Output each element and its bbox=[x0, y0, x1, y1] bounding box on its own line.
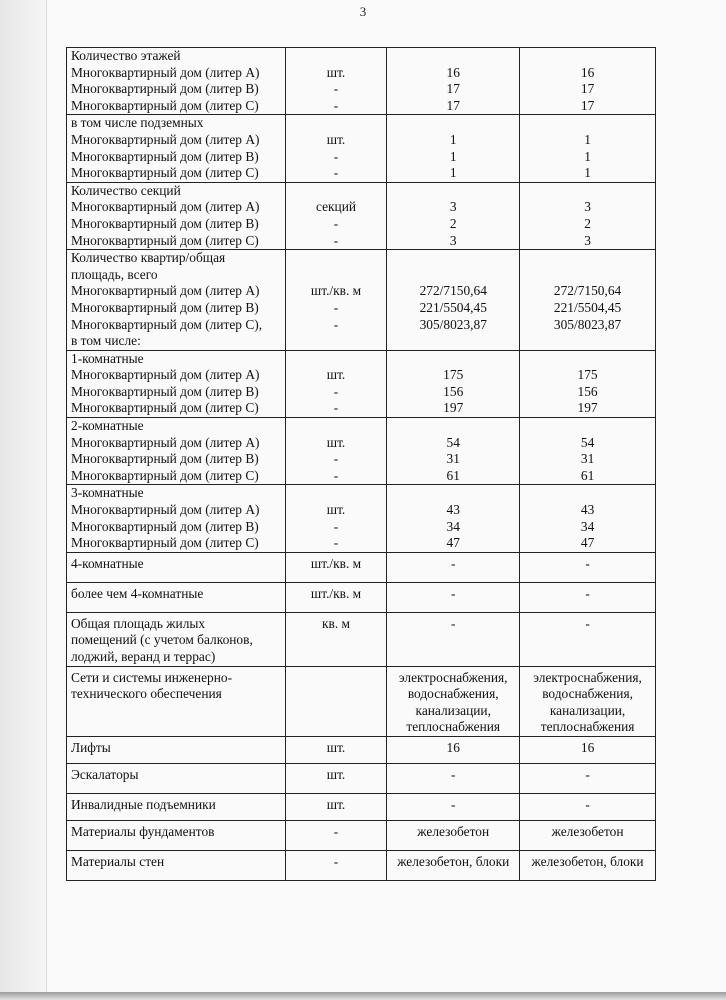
table-row bbox=[67, 612, 656, 666]
cell-line: железобетон, блоки bbox=[397, 853, 510, 869]
cell-line: Инвалидные подъемники bbox=[71, 796, 216, 812]
cell-line: 16 bbox=[580, 739, 595, 755]
cell-line: - bbox=[333, 853, 339, 869]
table-row bbox=[67, 48, 656, 115]
cell-line bbox=[290, 333, 383, 350]
scan-left-edge bbox=[0, 0, 47, 1000]
cell-line: 34 bbox=[580, 518, 595, 534]
cell-line: 175 bbox=[443, 367, 464, 383]
cell-line: - bbox=[333, 299, 339, 315]
project-value-cell bbox=[387, 350, 520, 417]
cell-line: секций bbox=[316, 199, 357, 215]
cell-line: шт. bbox=[326, 64, 346, 80]
table-row bbox=[67, 793, 656, 820]
cell-line bbox=[524, 183, 651, 200]
cell-line: 197 bbox=[577, 400, 598, 416]
cell-line: Многоквартирный дом (литер В) bbox=[71, 383, 259, 399]
scan-bottom-edge bbox=[0, 992, 726, 1000]
cell-line: 1-комнатные bbox=[71, 350, 144, 366]
cell-line: водоснабжения, bbox=[542, 686, 633, 702]
cell-line: 16 bbox=[446, 739, 460, 755]
cell-line bbox=[290, 250, 383, 267]
cell-line: шт. bbox=[326, 131, 346, 147]
project-value-cell bbox=[387, 850, 520, 880]
cell-line: - bbox=[585, 766, 590, 782]
table-row bbox=[67, 736, 656, 763]
table-row bbox=[67, 485, 656, 552]
cell-line bbox=[290, 418, 383, 435]
cell-line: Многоквартирный дом (литер С), bbox=[71, 316, 263, 332]
cell-line: Многоквартирный дом (литер С) bbox=[71, 467, 259, 483]
parameter-cell bbox=[67, 350, 286, 417]
cell-line bbox=[524, 115, 651, 132]
cell-line: канализации, bbox=[415, 702, 491, 718]
cell-line: - bbox=[585, 615, 590, 631]
unit-cell bbox=[285, 182, 387, 249]
cell-line: более чем 4-комнатные bbox=[71, 585, 204, 601]
cell-line: - bbox=[450, 615, 456, 631]
cell-line: - bbox=[333, 165, 339, 181]
cell-line: - bbox=[333, 518, 339, 534]
unit-cell bbox=[285, 250, 387, 351]
table-row bbox=[67, 582, 656, 612]
cell-line: 34 bbox=[446, 518, 460, 534]
table-row bbox=[67, 850, 656, 880]
cell-line: в том числе подземных bbox=[71, 115, 204, 131]
unit-cell bbox=[285, 612, 387, 666]
unit-cell bbox=[285, 418, 387, 485]
unit-cell bbox=[285, 582, 387, 612]
cell-line: - bbox=[333, 400, 339, 416]
project-value-cell bbox=[387, 182, 520, 249]
cell-line: водоснабжения, bbox=[407, 686, 499, 702]
parameter-cell bbox=[67, 612, 286, 666]
cell-line: Лифты bbox=[71, 739, 111, 755]
cell-line: 31 bbox=[446, 451, 460, 467]
cell-line: 16 bbox=[446, 64, 460, 80]
unit-cell bbox=[285, 48, 387, 115]
parameter-cell bbox=[67, 850, 286, 880]
cell-line: Многоквартирный дом (литер В) bbox=[71, 299, 259, 315]
cell-line: 47 bbox=[580, 535, 595, 551]
table-row bbox=[67, 182, 656, 249]
parameter-cell bbox=[67, 485, 286, 552]
actual-value-cell bbox=[520, 820, 656, 850]
actual-value-cell bbox=[520, 485, 656, 552]
cell-line bbox=[391, 183, 515, 200]
parameter-cell bbox=[67, 763, 286, 793]
project-value-cell bbox=[387, 793, 520, 820]
actual-value-cell bbox=[520, 418, 656, 485]
unit-cell bbox=[285, 763, 387, 793]
unit-cell bbox=[285, 115, 387, 182]
cell-line bbox=[290, 670, 383, 687]
cell-line: 54 bbox=[446, 434, 460, 450]
cell-line: площадь, всего bbox=[71, 266, 158, 282]
cell-line: шт. bbox=[326, 434, 346, 450]
cell-line: 197 bbox=[443, 400, 464, 416]
cell-line bbox=[391, 115, 515, 132]
cell-line: - bbox=[585, 796, 590, 812]
cell-line: Многоквартирный дом (литер С) bbox=[71, 535, 259, 551]
cell-line bbox=[524, 351, 651, 368]
cell-line: 272/7150,64 bbox=[553, 283, 622, 299]
cell-line: канализации, bbox=[549, 702, 626, 718]
actual-value-cell bbox=[520, 582, 656, 612]
cell-line bbox=[391, 267, 515, 284]
cell-line: 16 bbox=[580, 64, 595, 80]
cell-line: шт. bbox=[326, 367, 346, 383]
project-value-cell bbox=[387, 736, 520, 763]
project-value-cell bbox=[387, 582, 520, 612]
cell-line: 156 bbox=[443, 383, 464, 399]
cell-line: 1 bbox=[584, 165, 591, 181]
cell-line: 17 bbox=[446, 97, 460, 113]
cell-line bbox=[290, 115, 383, 132]
project-value-cell bbox=[387, 250, 520, 351]
cell-line: 221/5504,45 bbox=[553, 299, 622, 315]
parameter-cell bbox=[67, 115, 286, 182]
actual-value-cell bbox=[520, 250, 656, 351]
cell-line bbox=[391, 333, 515, 350]
cell-line: 305/8023,87 bbox=[553, 316, 622, 332]
cell-line: - bbox=[585, 585, 590, 601]
table-body bbox=[67, 48, 656, 881]
cell-line: Многоквартирный дом (литер В) bbox=[71, 148, 259, 164]
cell-line: 3 bbox=[449, 199, 457, 215]
parameter-cell bbox=[67, 48, 286, 115]
cell-line: - bbox=[450, 796, 456, 812]
cell-line: Многоквартирный дом (литер В) bbox=[71, 215, 259, 231]
cell-line: Многоквартирный дом (литер С) bbox=[71, 400, 259, 416]
cell-line: шт./кв. м bbox=[310, 555, 362, 571]
cell-line: электроснабжения, bbox=[533, 669, 642, 685]
actual-value-cell bbox=[520, 666, 656, 736]
parameter-cell bbox=[67, 793, 286, 820]
parameter-cell bbox=[67, 582, 286, 612]
cell-line: - bbox=[333, 316, 339, 332]
project-value-cell bbox=[387, 418, 520, 485]
cell-line bbox=[290, 267, 383, 284]
cell-line: 1 bbox=[584, 148, 591, 164]
table-row bbox=[67, 250, 656, 351]
cell-line: 61 bbox=[446, 467, 460, 483]
cell-line: шт. bbox=[326, 502, 346, 518]
cell-line: Многоквартирный дом (литер А) bbox=[71, 199, 260, 215]
unit-cell bbox=[285, 350, 387, 417]
cell-line: Материалы стен bbox=[71, 853, 165, 869]
cell-line: 17 bbox=[580, 97, 595, 113]
unit-cell bbox=[285, 552, 387, 582]
project-value-cell bbox=[387, 115, 520, 182]
cell-line bbox=[391, 48, 515, 65]
cell-line: 61 bbox=[580, 467, 595, 483]
unit-cell bbox=[285, 485, 387, 552]
cell-line: 43 bbox=[580, 502, 595, 518]
cell-line: - bbox=[333, 383, 339, 399]
cell-line: - bbox=[333, 535, 339, 551]
parameter-cell bbox=[67, 736, 286, 763]
cell-line: Количество этажей bbox=[71, 48, 181, 63]
cell-line: Многоквартирный дом (литер А) bbox=[71, 434, 260, 450]
unit-cell bbox=[285, 850, 387, 880]
cell-line: 3-комнатные bbox=[71, 485, 144, 501]
unit-cell bbox=[285, 666, 387, 736]
cell-line: Количество квартир/общая bbox=[71, 250, 226, 266]
cell-line: Многоквартирный дом (литер А) bbox=[71, 283, 260, 299]
cell-line bbox=[524, 418, 651, 435]
cell-line: 305/8023,87 bbox=[419, 316, 487, 332]
page-number: 3 bbox=[359, 4, 367, 19]
actual-value-cell bbox=[520, 850, 656, 880]
actual-value-cell bbox=[520, 48, 656, 115]
cell-line bbox=[391, 351, 515, 368]
parameter-cell bbox=[67, 666, 286, 736]
cell-line: - bbox=[450, 585, 456, 601]
table-row bbox=[67, 418, 656, 485]
table-row bbox=[67, 115, 656, 182]
project-value-cell bbox=[387, 763, 520, 793]
cell-line: 54 bbox=[580, 434, 595, 450]
cell-line: шт./кв. м bbox=[310, 283, 362, 299]
cell-line: 1 bbox=[449, 131, 457, 147]
cell-line: железобетон bbox=[551, 823, 624, 839]
project-value-cell bbox=[387, 552, 520, 582]
actual-value-cell bbox=[520, 115, 656, 182]
cell-line: 3 bbox=[584, 232, 591, 248]
cell-line: - bbox=[333, 823, 339, 839]
table-row bbox=[67, 552, 656, 582]
project-value-cell bbox=[387, 485, 520, 552]
cell-line: теплоснабжения bbox=[406, 719, 501, 735]
cell-line: 272/7150,64 bbox=[419, 283, 487, 299]
cell-line: - bbox=[333, 215, 339, 231]
cell-line: Многоквартирный дом (литер В) bbox=[71, 518, 259, 534]
cell-line bbox=[290, 183, 383, 200]
cell-line: электроснабжения, bbox=[398, 669, 508, 685]
parameter-cell bbox=[67, 820, 286, 850]
cell-line: 3 bbox=[449, 232, 457, 248]
cell-line: - bbox=[333, 451, 339, 467]
cell-line: 17 bbox=[580, 81, 595, 97]
cell-line: 2 bbox=[584, 215, 591, 231]
table-row bbox=[67, 666, 656, 736]
cell-line bbox=[524, 48, 651, 65]
cell-line: - bbox=[333, 97, 339, 113]
cell-line: 2-комнатные bbox=[71, 418, 144, 434]
cell-line: 47 bbox=[446, 535, 460, 551]
cell-line: - bbox=[450, 555, 456, 571]
cell-line: Количество секций bbox=[71, 182, 181, 198]
project-value-cell bbox=[387, 666, 520, 736]
cell-line bbox=[524, 267, 651, 284]
cell-line: - bbox=[585, 555, 590, 571]
cell-line: шт./кв. м bbox=[310, 585, 362, 601]
cell-line: шт. bbox=[326, 766, 346, 782]
cell-line: Многоквартирный дом (литер А) bbox=[71, 131, 260, 147]
cell-line bbox=[290, 351, 383, 368]
parameter-cell bbox=[67, 250, 286, 351]
parameter-cell bbox=[67, 418, 286, 485]
cell-line bbox=[524, 333, 651, 350]
cell-line bbox=[524, 485, 651, 502]
cell-line: - bbox=[333, 81, 339, 97]
cell-line: Эскалаторы bbox=[71, 766, 139, 782]
project-value-cell bbox=[387, 48, 520, 115]
cell-line bbox=[290, 48, 383, 65]
cell-line: 221/5504,45 bbox=[419, 299, 487, 315]
cell-line bbox=[524, 250, 651, 267]
project-value-cell bbox=[387, 612, 520, 666]
unit-cell bbox=[285, 820, 387, 850]
table-row bbox=[67, 350, 656, 417]
unit-cell bbox=[285, 793, 387, 820]
cell-line: железобетон bbox=[417, 823, 490, 839]
actual-value-cell bbox=[520, 763, 656, 793]
cell-line: 175 bbox=[577, 367, 598, 383]
cell-line: 2 bbox=[449, 215, 457, 231]
cell-line: - bbox=[333, 148, 339, 164]
cell-line: Многоквартирный дом (литер В) bbox=[71, 81, 259, 97]
cell-line: 1 bbox=[449, 148, 457, 164]
cell-line: лоджий, веранд и террас) bbox=[71, 649, 216, 664]
actual-value-cell bbox=[520, 552, 656, 582]
cell-line: Многоквартирный дом (литер А) bbox=[71, 367, 260, 383]
cell-line: Многоквартирный дом (литер С) bbox=[71, 165, 259, 181]
cell-line: 1 bbox=[584, 131, 591, 147]
cell-line bbox=[290, 485, 383, 502]
cell-line: шт. bbox=[326, 796, 346, 812]
actual-value-cell bbox=[520, 736, 656, 763]
cell-line: технического обеспечения bbox=[71, 686, 222, 702]
parameter-cell bbox=[67, 182, 286, 249]
cell-line: - bbox=[333, 232, 339, 248]
cell-line: - bbox=[450, 766, 456, 782]
actual-value-cell bbox=[520, 182, 656, 249]
cell-line: помещений (с учетом балконов, bbox=[71, 632, 253, 648]
unit-cell bbox=[285, 736, 387, 763]
cell-line: Многоквартирный дом (литер А) bbox=[71, 502, 260, 518]
cell-line: 156 bbox=[577, 383, 598, 399]
cell-line: 17 bbox=[446, 81, 460, 97]
cell-line: - bbox=[333, 467, 339, 483]
cell-line: теплоснабжения bbox=[540, 719, 635, 735]
parameter-cell bbox=[67, 552, 286, 582]
cell-line: Материалы фундаментов bbox=[71, 823, 215, 839]
cell-line: Многоквартирный дом (литер В) bbox=[71, 451, 259, 467]
cell-line: Многоквартирный дом (литер А) bbox=[71, 64, 260, 80]
project-value-cell bbox=[387, 820, 520, 850]
actual-value-cell bbox=[520, 350, 656, 417]
cell-line: шт. bbox=[326, 739, 346, 755]
cell-line: кв. м bbox=[322, 615, 351, 631]
cell-line: в том числе: bbox=[71, 333, 141, 349]
cell-line bbox=[391, 418, 515, 435]
cell-line bbox=[391, 485, 515, 502]
cell-line bbox=[391, 250, 515, 267]
table-row bbox=[67, 763, 656, 793]
cell-line: 4-комнатные bbox=[71, 555, 144, 571]
cell-line: Сети и системы инженерно- bbox=[71, 669, 233, 685]
cell-line: Многоквартирный дом (литер С) bbox=[71, 97, 259, 113]
cell-line: Общая площадь жилых bbox=[71, 615, 206, 631]
table-row bbox=[67, 820, 656, 850]
building-specs-table bbox=[66, 47, 656, 881]
cell-line: железобетон, блоки bbox=[531, 853, 644, 869]
actual-value-cell bbox=[520, 612, 656, 666]
actual-value-cell bbox=[520, 793, 656, 820]
cell-line: 31 bbox=[580, 451, 595, 467]
cell-line: 43 bbox=[446, 502, 460, 518]
cell-line: Многоквартирный дом (литер С) bbox=[71, 232, 259, 248]
cell-line: 1 bbox=[449, 165, 457, 181]
cell-line: 3 bbox=[584, 199, 591, 215]
